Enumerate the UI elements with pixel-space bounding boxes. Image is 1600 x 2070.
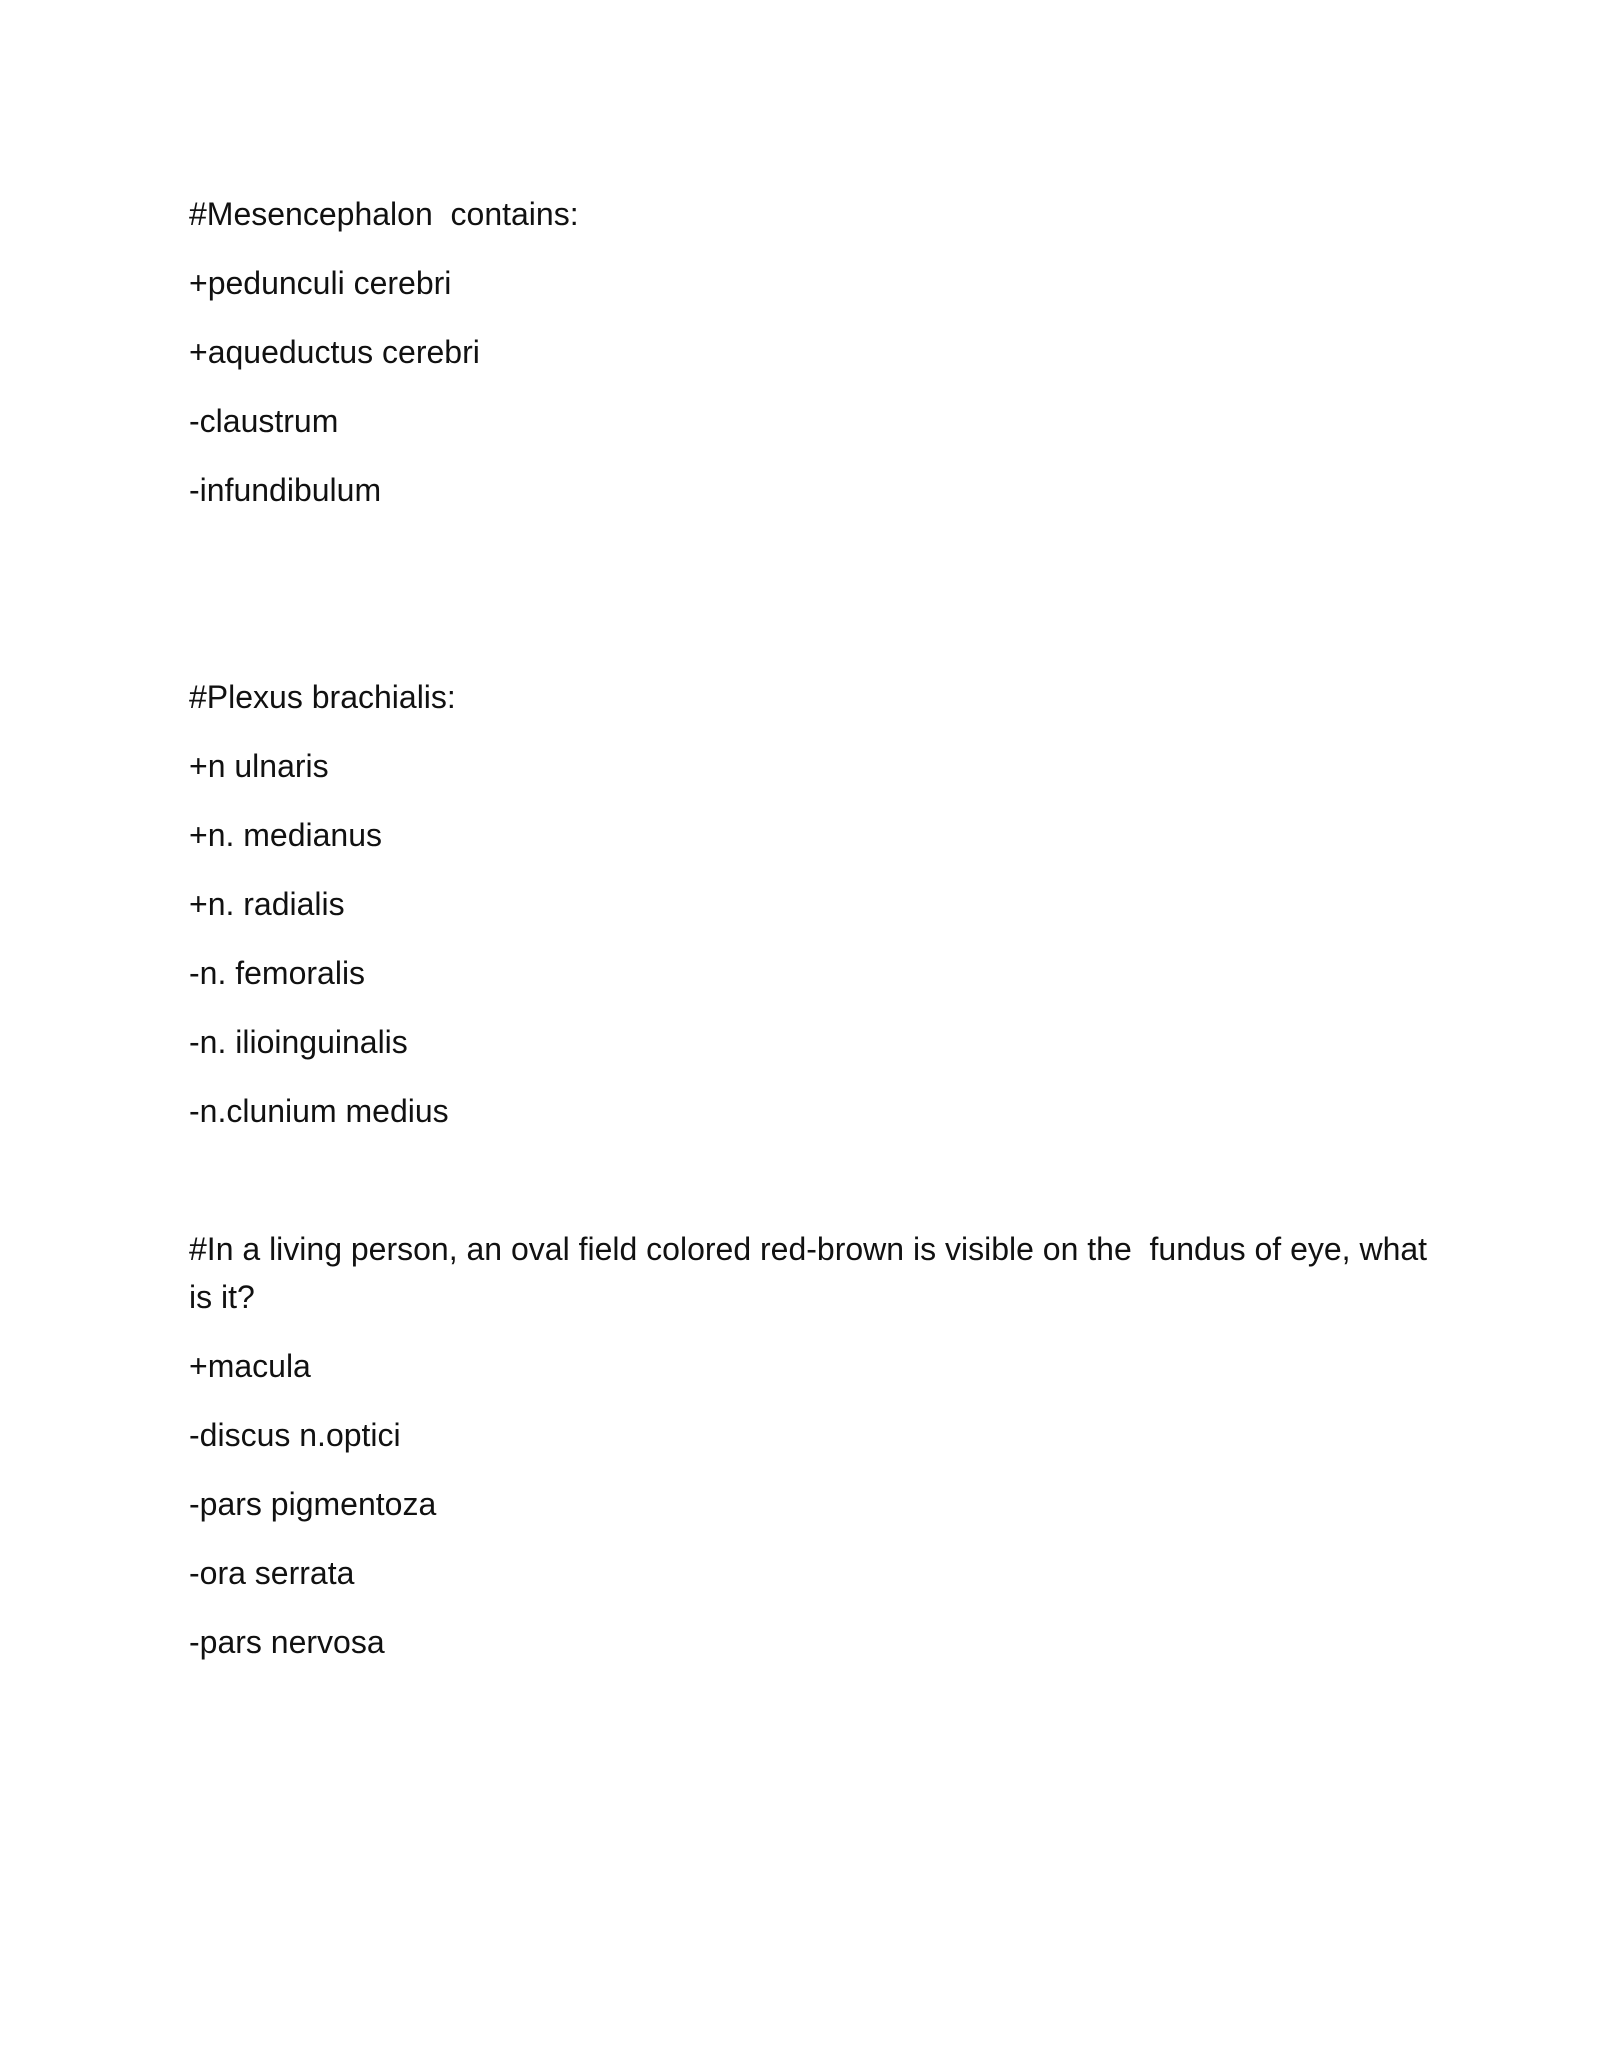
answer-option: +macula [189, 1348, 311, 1384]
answer-option: -n.clunium medius [189, 1093, 449, 1129]
answer-option: +aqueductus cerebri [189, 334, 480, 370]
answer-option: -n. ilioinguinalis [189, 1024, 408, 1060]
answer-option: -pars pigmentoza [189, 1486, 437, 1522]
question-title: #In a living person, an oval field colored red-brown is visible on the fundus of eye, what is it? [189, 1231, 1436, 1315]
answer-option: -ora serrata [189, 1555, 355, 1591]
answer-option: +n ulnaris [189, 748, 329, 784]
question-title: #Plexus brachialis: [189, 679, 456, 715]
answer-option: +n. radialis [189, 886, 345, 922]
question-block-2 [189, 673, 1429, 1135]
answer-option: -discus n.optici [189, 1417, 401, 1453]
document-content [189, 190, 1436, 1687]
question-block-3 [189, 1225, 1436, 1666]
answer-option: +pedunculi cerebri [189, 265, 452, 301]
spacer [189, 535, 1429, 673]
answer-option: -pars nervosa [189, 1624, 385, 1660]
answer-option: -infundibulum [189, 472, 382, 508]
spacer [189, 1156, 1429, 1225]
answer-option: -n. femoralis [189, 955, 366, 991]
answer-option: +n. medianus [189, 817, 383, 853]
question-title: #Mesencephalon contains: [189, 196, 579, 232]
question-block-1 [189, 190, 1429, 514]
answer-option: -claustrum [189, 403, 339, 439]
